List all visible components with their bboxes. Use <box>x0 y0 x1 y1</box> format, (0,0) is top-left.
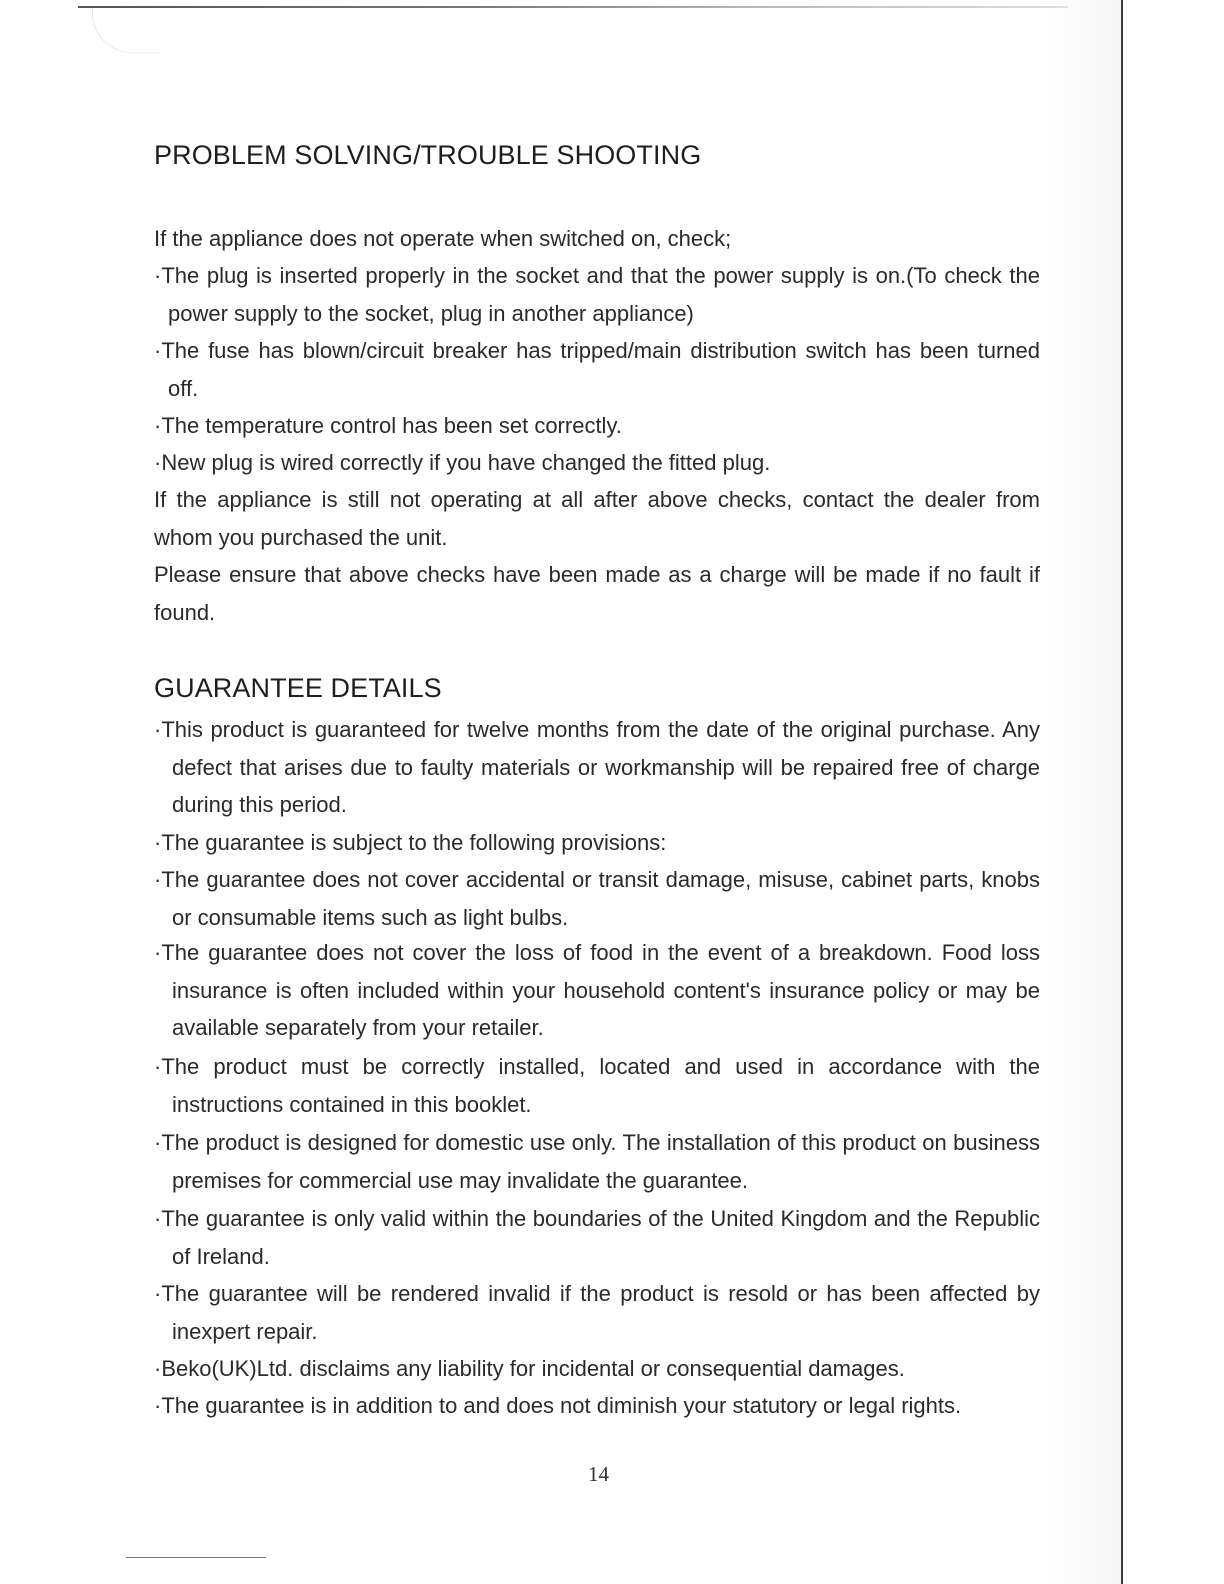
check-item: ·The plug is inserted properly in the socket and that the power supply is on.(To check the power supply to the socket, plug in another appliance) <box>154 263 1040 326</box>
contact-note: If the appliance is still not operating at all after above checks, contact the dealer from whom you purchased the unit. <box>154 487 1040 550</box>
guarantee-item: ·The guarantee is in addition to and does not diminish your statutory or legal rights. <box>154 1393 962 1418</box>
scan-binding-shadow <box>1040 0 1121 1584</box>
charge-note: Please ensure that above checks have been made as a charge will be made if no fault if found. <box>154 562 1040 625</box>
troubleshooting-heading: PROBLEM SOLVING/TROUBLE SHOOTING <box>154 140 702 170</box>
scan-page-edge <box>1121 0 1123 1584</box>
guarantee-item: ·This product is guaranteed for twelve months from the date of the original purchase. Any defect that arises due to faulty materials or workmanship will be repaired free of charge during this period. <box>154 717 1040 817</box>
guarantee-item: ·The guarantee is subject to the following provisions: <box>154 830 667 855</box>
guarantee-item: ·Beko(UK)Ltd. disclaims any liability for incidental or consequential damages. <box>154 1356 905 1381</box>
check-item: ·The temperature control has been set correctly. <box>154 413 622 438</box>
troubleshooting-intro: If the appliance does not operate when switched on, check; <box>154 226 732 251</box>
guarantee-item: ·The guarantee does not cover accidental or transit damage, misuse, cabinet parts, knobs or consumable items such as light bulbs. <box>154 867 1040 930</box>
scan-bottom-mark <box>126 1557 266 1558</box>
scan-corner-mark <box>92 8 159 53</box>
page-number: 14 <box>588 1462 609 1486</box>
guarantee-item: ·The guarantee will be rendered invalid if the product is resold or has been affected by inexpert repair. <box>154 1281 1040 1344</box>
scan-top-border <box>78 6 1068 8</box>
guarantee-item: ·The guarantee is only valid within the boundaries of the United Kingdom and the Republic of Ireland. <box>154 1206 1040 1269</box>
guarantee-item: ·The product is designed for domestic use only. The installation of this product on business premises for commercial use may invalidate the guarantee. <box>154 1130 1040 1193</box>
check-item: ·New plug is wired correctly if you have changed the fitted plug. <box>154 450 771 475</box>
guarantee-item: ·The product must be correctly installed, located and used in accordance with the instructions contained in this booklet. <box>154 1054 1040 1117</box>
guarantee-heading: GUARANTEE DETAILS <box>154 673 442 703</box>
guarantee-item: ·The guarantee does not cover the loss of food in the event of a breakdown. Food loss insurance is often included within your household content's insurance policy or may be available separately from your retailer. <box>154 940 1040 1040</box>
check-item: ·The fuse has blown/circuit breaker has tripped/main distribution switch has been turned off. <box>154 338 1040 401</box>
